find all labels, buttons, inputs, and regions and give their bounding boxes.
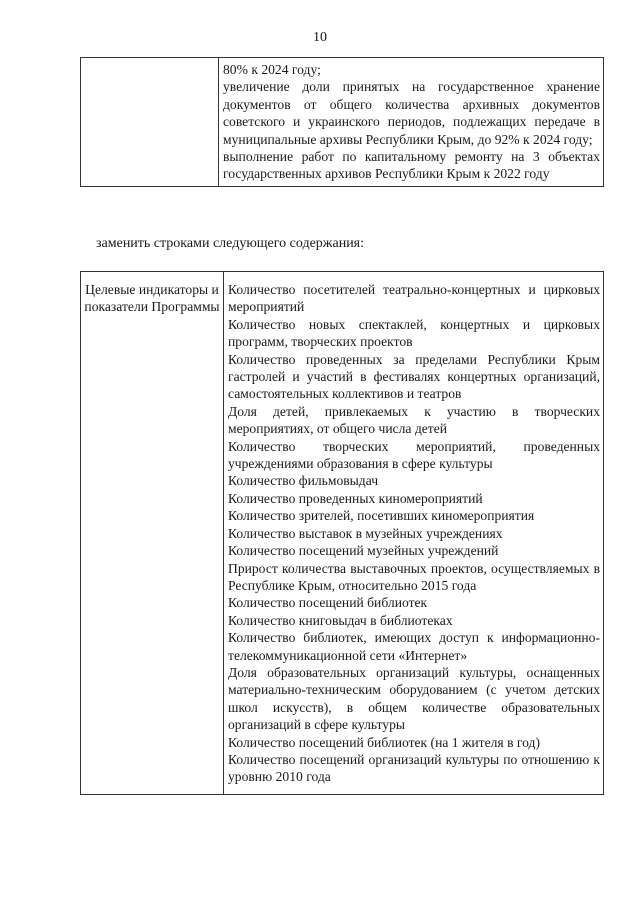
paragraph: увеличение доли принятых на государственное хранение документов от общего количества архивных документов советского и украинского периодов, подлежащих передаче в муниципальные архивы Республики Крым, до 92% к 2024 году; — [223, 79, 600, 147]
indicators-label: Целевые индикаторы и показатели Программы — [81, 272, 224, 795]
paragraph: выполнение работ по капитальному ремонту на 3 объектах государственных архивов Республики Крым к 2022 году — [223, 149, 600, 182]
indicator-item: Количество посещений музейных учреждений — [228, 543, 499, 559]
indicator-item: Количество посетителей театрально-концертных и цирковых мероприятий — [228, 282, 600, 315]
indicator-item: Количество выставок в музейных учреждениях — [228, 525, 503, 541]
indicator-item: Количество новых спектаклей, концертных и цирковых программ, творческих проектов — [228, 316, 600, 350]
indicator-item: Количество библиотек, имеющих доступ к информационно-телекоммуникационной сети «Интернет» — [228, 630, 600, 663]
table-cell-empty — [81, 58, 219, 187]
paragraph: 80% к 2024 году; — [223, 62, 321, 77]
table-row — [81, 272, 604, 795]
indicator-item: Количество посещений библиотек (на 1 жителя в год) — [228, 734, 540, 750]
indicator-item: Количество проведенных за пределами Республики Крым гастролей и участий в фестивалях концертных организаций, самостоятельных коллективов и театров — [228, 351, 600, 402]
indicators-list — [224, 272, 604, 795]
archive-targets-table — [80, 57, 604, 187]
indicator-item: Количество творческих мероприятий, проведенных учреждениями образования в сфере культуры — [228, 438, 600, 472]
table-row — [81, 58, 604, 187]
indicator-item: Количество посещений организаций культуры по отношению к уровню 2010 года — [228, 751, 600, 785]
indicator-item: Количество проведенных киномероприятий — [228, 490, 483, 506]
indicator-item: Количество зрителей, посетивших киномероприятия — [228, 508, 535, 524]
indicator-item: Прирост количества выставочных проектов, осуществляемых в Республике Крым, относительно 2015 года — [228, 560, 600, 593]
indicator-item: Количество книговыдач в библиотеках — [228, 612, 453, 628]
page-number: 10 — [313, 30, 327, 45]
indicator-item: Доля детей, привлекаемых к участию в творческих мероприятиях, от общего числа детей — [228, 403, 600, 437]
indicator-item: Доля образовательных организаций культуры, оснащенных материально-техническим оборудованием (с учетом детских школ искусств), в общем количестве образовательных организаций в сфере культуры — [228, 664, 600, 733]
indicator-item: Количество посещений библиотек — [228, 595, 428, 611]
table-cell-text — [219, 58, 604, 187]
intro-text: заменить строками следующего содержания: — [96, 236, 365, 251]
indicator-item: Количество фильмовыдач — [228, 473, 379, 489]
indicators-table — [80, 271, 604, 795]
